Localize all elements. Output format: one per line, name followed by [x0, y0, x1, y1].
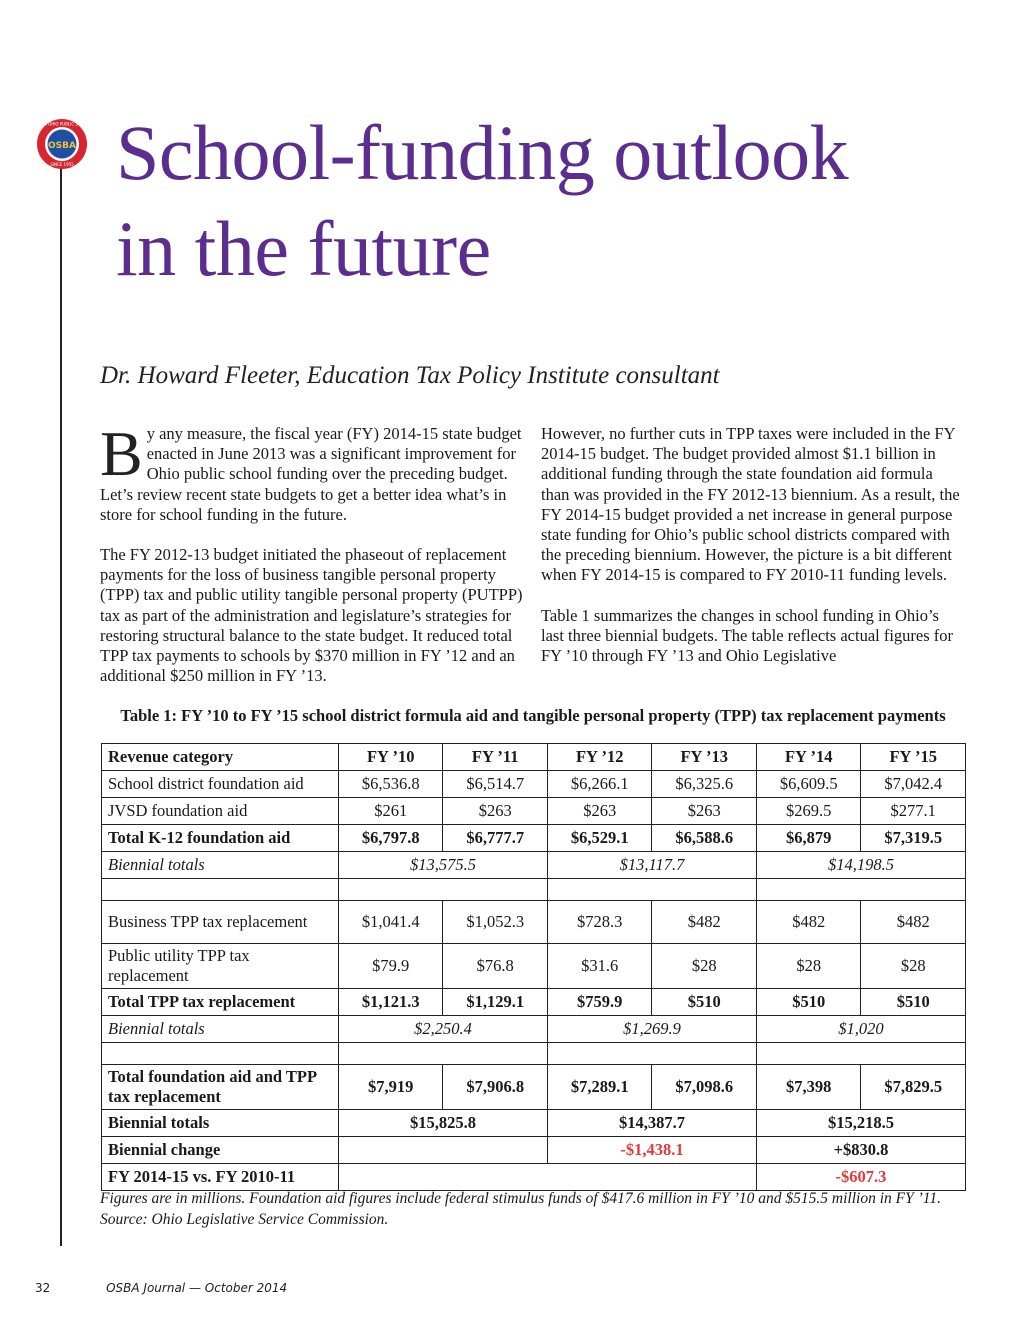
table-cell: $269.5 — [756, 798, 861, 825]
svg-text:SERVING OHIO PUBLIC SCHOOLS: SERVING OHIO PUBLIC SCHOOLS — [29, 121, 95, 127]
table-row — [102, 771, 966, 798]
table-cell: JVSD foundation aid — [102, 798, 339, 825]
funding-table — [101, 743, 966, 1191]
table-cell: $28 — [756, 944, 861, 989]
table-cell: $1,041.4 — [338, 901, 443, 944]
svg-text:SINCE 1955: SINCE 1955 — [50, 162, 74, 167]
svg-text:OSBA: OSBA — [48, 141, 76, 151]
table-row — [102, 944, 966, 989]
table-cell: $14,198.5 — [756, 852, 965, 879]
table-row — [102, 1137, 966, 1164]
table-cell: $7,906.8 — [443, 1065, 548, 1110]
table-cell: $263 — [652, 798, 757, 825]
table-cell: Business TPP tax replacement — [102, 901, 339, 944]
author-byline: Dr. Howard Fleeter, Education Tax Policy Institute consultant — [100, 362, 720, 389]
journal-name: OSBA Journal — October 2014 — [106, 1281, 288, 1295]
table-cell: FY 2014-15 vs. FY 2010-11 — [102, 1164, 339, 1191]
table-cell: $15,825.8 — [338, 1110, 547, 1137]
table-spacer-row — [102, 879, 966, 901]
table-cell: $510 — [756, 989, 861, 1016]
paragraph-2: The FY 2012-13 budget initiated the phaseout of replacement payments for the loss of business tangible personal property (TPP) tax and public utility tangible personal property (PUTPP) tax as part of the administration and legislature’s strategies for restoring structural balance to the state budget. It reduced total TPP tax payments to schools by $370 million in FY ’12 and an additional $250 million in FY ’13. — [100, 545, 523, 686]
table-cell — [338, 1043, 547, 1065]
table-cell: $6,266.1 — [547, 771, 652, 798]
table-cell — [338, 1137, 547, 1164]
table-cell: -$607.3 — [756, 1164, 965, 1191]
table-cell: $6,777.7 — [443, 825, 548, 852]
table-cell: Revenue category — [102, 744, 339, 771]
table-cell: +$830.8 — [756, 1137, 965, 1164]
table-row — [102, 1164, 966, 1191]
drop-cap: B — [100, 418, 143, 489]
body-column-right — [541, 424, 965, 686]
table-cell: $6,879 — [756, 825, 861, 852]
table-cell: $261 — [338, 798, 443, 825]
table-cell: $6,588.6 — [652, 825, 757, 852]
table-cell: $482 — [861, 901, 966, 944]
table-cell — [102, 1043, 339, 1065]
table-cell: Biennial totals — [102, 1110, 339, 1137]
article-title — [116, 105, 848, 297]
table-cell: $13,117.7 — [547, 852, 756, 879]
table-cell: $2,250.4 — [338, 1016, 547, 1043]
table-header-row — [102, 744, 966, 771]
table-cell: FY ’12 — [547, 744, 652, 771]
table-cell: $7,829.5 — [861, 1065, 966, 1110]
page-footer — [35, 1281, 287, 1295]
table-cell: $15,218.5 — [756, 1110, 965, 1137]
table-cell: Total TPP tax replacement — [102, 989, 339, 1016]
title-line-2: in the future — [116, 205, 491, 292]
table-cell: $7,098.6 — [652, 1065, 757, 1110]
table-cell: FY ’13 — [652, 744, 757, 771]
table-cell: $76.8 — [443, 944, 548, 989]
table-cell: $31.6 — [547, 944, 652, 989]
table-cell: School district foundation aid — [102, 771, 339, 798]
table-cell — [338, 879, 547, 901]
table-caption: Table 1: FY ’10 to FY ’15 school district formula aid and tangible personal property (TPP) tax replacement payments — [120, 706, 946, 725]
table-row — [102, 1016, 966, 1043]
table-cell: $263 — [547, 798, 652, 825]
table-cell: $6,609.5 — [756, 771, 861, 798]
table-cell: Public utility TPP tax replacement — [102, 944, 339, 989]
table-cell: $6,536.8 — [338, 771, 443, 798]
table-row — [102, 901, 966, 944]
table-cell: $7,319.5 — [861, 825, 966, 852]
paragraph-1: By any measure, the fiscal year (FY) 2014-15 state budget enacted in June 2013 was a significant improvement for Ohio public school funding over the preceding budget. Let’s review recent state budgets to get a better idea what’s in store for school funding in the future. — [100, 418, 522, 524]
table-cell: FY ’15 — [861, 744, 966, 771]
body-column-left — [100, 418, 524, 706]
table-cell: $7,289.1 — [547, 1065, 652, 1110]
table-cell — [547, 879, 756, 901]
osba-seal-logo — [29, 118, 95, 170]
footnote-line-1: Figures are in millions. Foundation aid figures include federal stimulus funds of $417.6 million in FY ’10 and $515.5 million in FY ’11. — [100, 1190, 942, 1207]
table-cell — [547, 1043, 756, 1065]
table-cell — [756, 1043, 965, 1065]
page-number: 32 — [35, 1281, 51, 1295]
table-cell — [102, 879, 339, 901]
paragraph-4: Table 1 summarizes the changes in school funding in Ohio’s last three biennial budgets. The table reflects actual figures for FY ’10 through FY ’13 and Ohio Legislative — [541, 605, 954, 666]
table-row — [102, 1110, 966, 1137]
table-cell: $1,052.3 — [443, 901, 548, 944]
table-cell: FY ’14 — [756, 744, 861, 771]
table-cell: FY ’11 — [443, 744, 548, 771]
table-spacer-row — [102, 1043, 966, 1065]
table-cell: $28 — [861, 944, 966, 989]
table-cell: Biennial totals — [102, 1016, 339, 1043]
table-cell: $6,514.7 — [443, 771, 548, 798]
table-cell: FY ’10 — [338, 744, 443, 771]
table-cell: $263 — [443, 798, 548, 825]
title-line-1: School-funding outlook — [116, 109, 849, 196]
table-cell: $1,129.1 — [443, 989, 548, 1016]
table-row — [102, 798, 966, 825]
table-cell: $759.9 — [547, 989, 652, 1016]
table-row — [102, 852, 966, 879]
table-row — [102, 825, 966, 852]
table-cell: $13,575.5 — [338, 852, 547, 879]
table-cell: $482 — [756, 901, 861, 944]
table-cell: $510 — [861, 989, 966, 1016]
table-cell: $7,042.4 — [861, 771, 966, 798]
table-cell: $728.3 — [547, 901, 652, 944]
table-cell: Biennial change — [102, 1137, 339, 1164]
table-cell: Biennial totals — [102, 852, 339, 879]
table-cell: $14,387.7 — [547, 1110, 756, 1137]
table-cell: $7,919 — [338, 1065, 443, 1110]
table-cell: $7,398 — [756, 1065, 861, 1110]
table-row — [102, 989, 966, 1016]
table-cell — [756, 879, 965, 901]
margin-rule — [60, 168, 62, 1246]
table-cell: $28 — [652, 944, 757, 989]
table-cell: Total K-12 foundation aid — [102, 825, 339, 852]
table-cell: $6,797.8 — [338, 825, 443, 852]
table-cell: Total foundation aid and TPP tax replacement — [102, 1065, 339, 1110]
table-cell: $79.9 — [338, 944, 443, 989]
table-cell: $1,269.9 — [547, 1016, 756, 1043]
table-cell: $277.1 — [861, 798, 966, 825]
table-cell: $482 — [652, 901, 757, 944]
table-cell: -$1,438.1 — [547, 1137, 756, 1164]
table-footnote — [100, 1188, 966, 1230]
table-cell: $1,020 — [756, 1016, 965, 1043]
paragraph-3: However, no further cuts in TPP taxes were included in the FY 2014-15 budget. The budget provided almost $1.1 billion in additional funding through the state foundation aid formula than was provided in the FY 2012-13 biennium. As a result, the FY 2014-15 budget provided a net increase in general purpose state funding for Ohio’s public school districts compared with the preceding biennium. However, the picture is a bit different when FY 2014-15 is compared to FY 2010-11 funding levels. — [541, 424, 960, 585]
table-row — [102, 1065, 966, 1110]
table-cell: $6,529.1 — [547, 825, 652, 852]
table-cell: $510 — [652, 989, 757, 1016]
table-cell — [338, 1164, 756, 1191]
table-cell: $6,325.6 — [652, 771, 757, 798]
table-cell: $1,121.3 — [338, 989, 443, 1016]
footnote-source: Source: Ohio Legislative Service Commission. — [100, 1211, 389, 1228]
